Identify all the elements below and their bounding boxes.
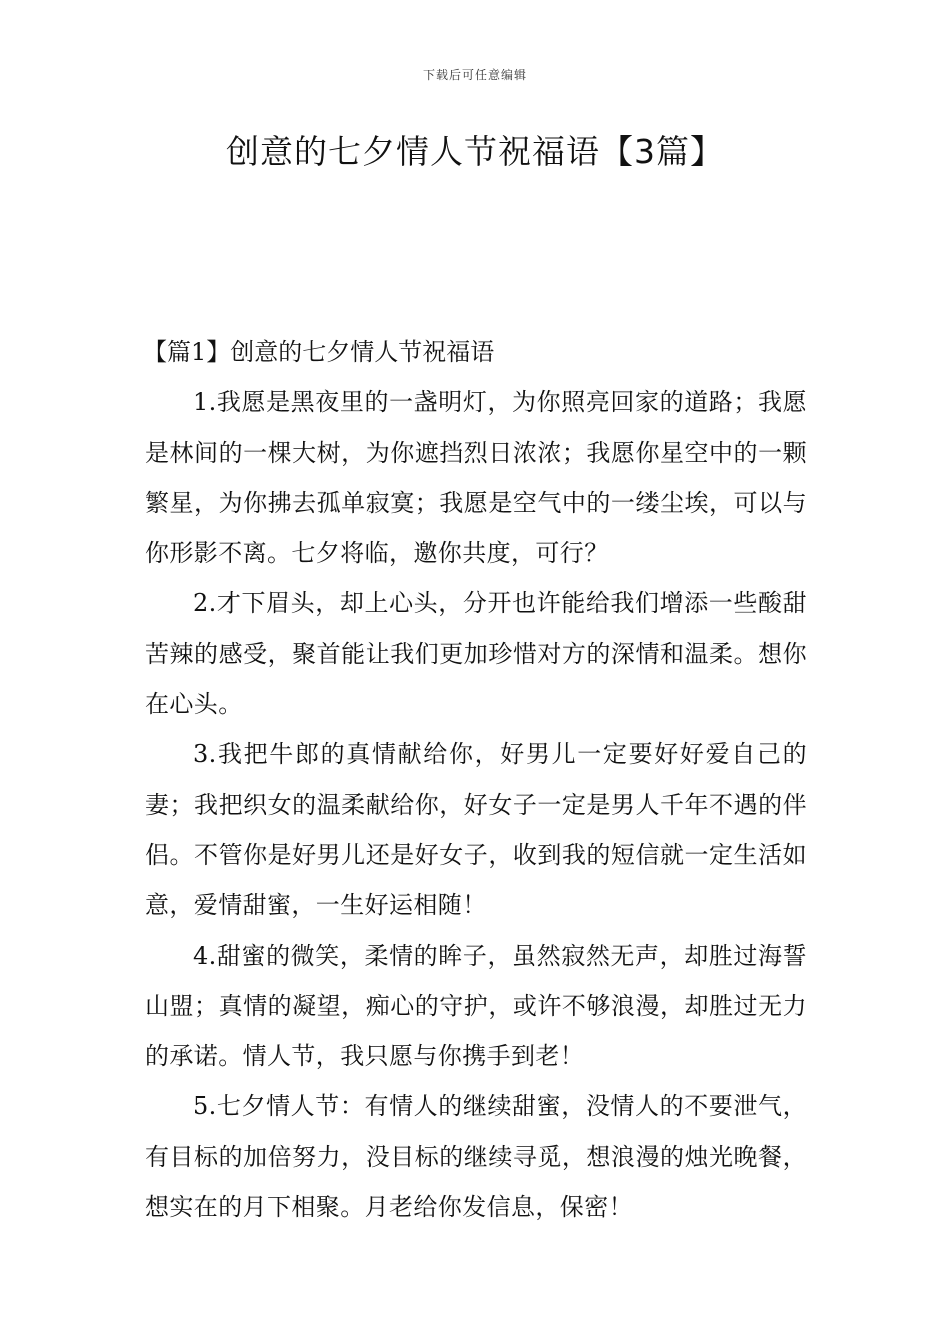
paragraph-5: 5.七夕情人节：有情人的继续甜蜜，没情人的不要泄气，有目标的加倍努力，没目标的继续寻觅，想浪漫的烛光晚餐，想实在的月下相聚。月老给你发信息，保密！	[145, 1092, 807, 1222]
paragraph-4: 4.甜蜜的微笑，柔情的眸子，虽然寂然无声，却胜过海誓山盟；真情的凝望，痴心的守护，或许不够浪漫，却胜过无力的承诺。情人节，我只愿与你携手到老！	[145, 941, 807, 1071]
section-heading: 【篇1】创意的七夕情人节祝福语	[143, 338, 495, 366]
document-body	[145, 327, 807, 1232]
header-note: 下载后可任意编辑	[422, 68, 527, 82]
paragraph-2: 2.才下眉头，却上心头，分开也许能给我们增添一些酸甜苦辣的感受，聚首能让我们更加珍惜对方的深情和温柔。想你在心头。	[145, 589, 807, 719]
document-title: 创意的七夕情人节祝福语【3篇】	[226, 132, 724, 171]
paragraph-1: 1.我愿是黑夜里的一盏明灯，为你照亮回家的道路；我愿是林间的一棵大树，为你遮挡烈日浓浓；我愿你星空中的一颗繁星，为你拂去孤单寂寞；我愿是空气中的一缕尘埃，可以与你形影不离。七夕将临，邀你共度，可行？	[145, 388, 807, 568]
paragraph-3: 3.我把牛郎的真情献给你，好男儿一定要好好爱自己的妻；我把织女的温柔献给你，好女子一定是男人千年不遇的伴侣。不管你是好男儿还是好女子，收到我的短信就一定生活如意，爱情甜蜜，一生好运相随！	[145, 740, 807, 920]
